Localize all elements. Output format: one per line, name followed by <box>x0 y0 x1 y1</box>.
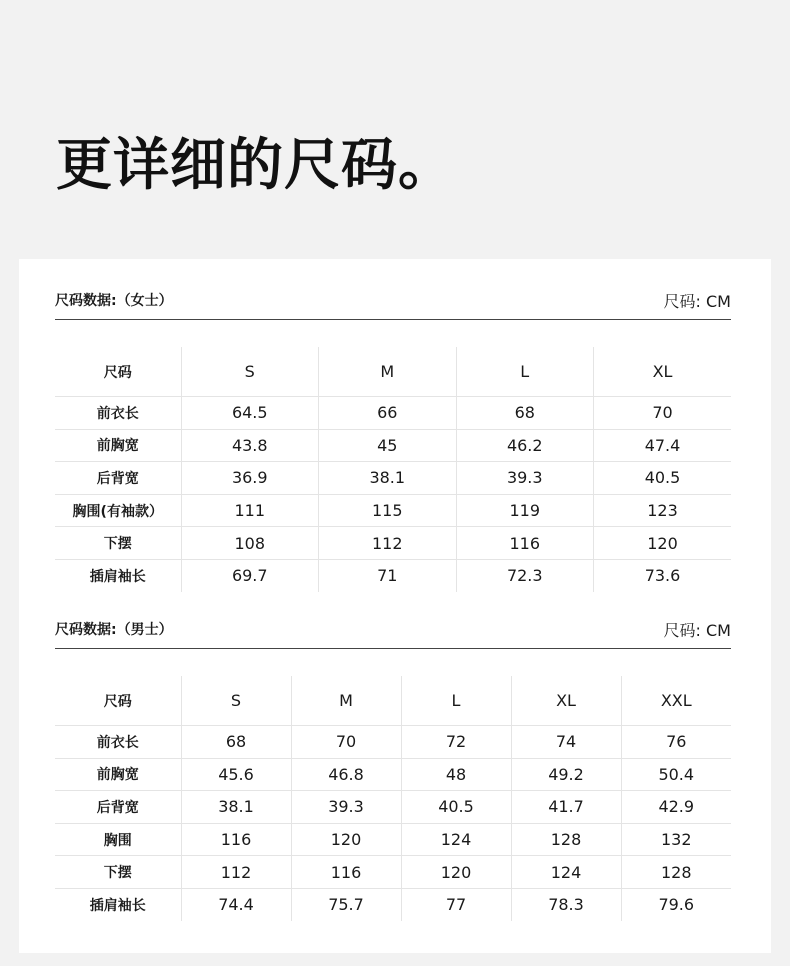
measurement-label: 胸围 <box>55 823 181 856</box>
measurement-value: 78.3 <box>511 888 621 920</box>
men-size-section <box>55 618 731 915</box>
measurement-value: 79.6 <box>621 888 731 920</box>
women-section-title: 尺码数据:（女士） <box>55 293 173 309</box>
measurement-value: 46.2 <box>456 429 594 462</box>
measurement-value: 72.3 <box>456 559 594 591</box>
table-row <box>55 429 731 462</box>
measurement-value: 76 <box>621 726 731 759</box>
measurement-value: 112 <box>319 527 457 560</box>
measurement-value: 120 <box>401 856 511 889</box>
size-header-cell: XL <box>511 676 621 726</box>
measurement-label: 下摆 <box>55 856 181 889</box>
size-header-cell: M <box>319 347 457 397</box>
measurement-value: 72 <box>401 726 511 759</box>
header-label-cell: 尺码 <box>55 676 181 726</box>
table-row <box>55 494 731 527</box>
measurement-value: 108 <box>181 527 319 560</box>
measurement-label: 前胸宽 <box>55 758 181 791</box>
measurement-value: 45.6 <box>181 758 291 791</box>
women-unit-label: 尺码: CM <box>663 292 731 311</box>
measurement-value: 66 <box>319 397 457 430</box>
measurement-value: 45 <box>319 429 457 462</box>
size-chart-card <box>19 259 771 953</box>
measurement-value: 74.4 <box>181 888 291 920</box>
measurement-value: 120 <box>594 527 732 560</box>
measurement-value: 70 <box>594 397 732 430</box>
table-row <box>55 758 731 791</box>
men-header-row <box>55 676 731 726</box>
table-row <box>55 527 731 560</box>
measurement-value: 119 <box>456 494 594 527</box>
measurement-value: 40.5 <box>594 462 732 495</box>
measurement-value: 42.9 <box>621 791 731 824</box>
measurement-value: 68 <box>181 726 291 759</box>
measurement-value: 68 <box>456 397 594 430</box>
measurement-value: 69.7 <box>181 559 319 591</box>
measurement-value: 116 <box>181 823 291 856</box>
measurement-value: 43.8 <box>181 429 319 462</box>
table-row <box>55 559 731 591</box>
measurement-value: 50.4 <box>621 758 731 791</box>
size-header-cell: XXL <box>621 676 731 726</box>
measurement-value: 39.3 <box>456 462 594 495</box>
size-header-cell: S <box>181 347 319 397</box>
measurement-value: 124 <box>401 823 511 856</box>
measurement-value: 40.5 <box>401 791 511 824</box>
measurement-value: 49.2 <box>511 758 621 791</box>
men-section-header <box>55 618 731 649</box>
measurement-label: 插肩袖长 <box>89 897 146 914</box>
measurement-value: 115 <box>319 494 457 527</box>
table-row <box>55 791 731 824</box>
measurement-value: 74 <box>511 726 621 759</box>
measurement-value: 47.4 <box>594 429 732 462</box>
size-header-cell: M <box>291 676 401 726</box>
measurement-label: 前衣长 <box>55 726 181 759</box>
measurement-value: 128 <box>511 823 621 856</box>
measurement-value: 123 <box>594 494 732 527</box>
men-section-title: 尺码数据:（男士） <box>55 622 173 638</box>
measurement-value: 48 <box>401 758 511 791</box>
measurement-value: 71 <box>319 559 457 591</box>
men-size-table <box>55 676 731 921</box>
measurement-value: 132 <box>621 823 731 856</box>
women-size-section <box>55 289 731 586</box>
measurement-value: 70 <box>291 726 401 759</box>
women-size-table <box>55 347 731 592</box>
measurement-value: 64.5 <box>181 397 319 430</box>
measurement-value: 75.7 <box>291 888 401 920</box>
measurement-value: 46.8 <box>291 758 401 791</box>
measurement-value: 39.3 <box>291 791 401 824</box>
measurement-value: 38.1 <box>181 791 291 824</box>
size-header-cell: XL <box>594 347 732 397</box>
measurement-label: 胸围(有袖款） <box>55 494 181 527</box>
measurement-value: 36.9 <box>181 462 319 495</box>
measurement-value: 116 <box>291 856 401 889</box>
table-row <box>55 856 731 889</box>
measurement-label: 插肩袖长 <box>89 568 146 585</box>
size-header-cell: L <box>456 347 594 397</box>
measurement-value: 41.7 <box>511 791 621 824</box>
measurement-value: 124 <box>511 856 621 889</box>
size-header-cell: L <box>401 676 511 726</box>
women-section-header <box>55 289 731 320</box>
measurement-label: 后背宽 <box>55 791 181 824</box>
women-header-row <box>55 347 731 397</box>
measurement-value: 128 <box>621 856 731 889</box>
measurement-value: 73.6 <box>594 559 732 591</box>
measurement-value: 111 <box>181 494 319 527</box>
table-row <box>55 823 731 856</box>
measurement-label: 前衣长 <box>55 397 181 430</box>
table-row <box>55 397 731 430</box>
header-label-cell: 尺码 <box>55 347 181 397</box>
page-headline: 更详细的尺码。 <box>56 133 455 198</box>
measurement-value: 77 <box>401 888 511 920</box>
table-row <box>55 462 731 495</box>
measurement-value: 38.1 <box>319 462 457 495</box>
table-row <box>55 888 731 920</box>
measurement-label: 下摆 <box>55 527 181 560</box>
men-unit-label: 尺码: CM <box>663 621 731 640</box>
measurement-label: 后背宽 <box>55 462 181 495</box>
size-header-cell: S <box>181 676 291 726</box>
measurement-value: 112 <box>181 856 291 889</box>
measurement-value: 120 <box>291 823 401 856</box>
table-row <box>55 726 731 759</box>
measurement-value: 116 <box>456 527 594 560</box>
measurement-label: 前胸宽 <box>55 429 181 462</box>
